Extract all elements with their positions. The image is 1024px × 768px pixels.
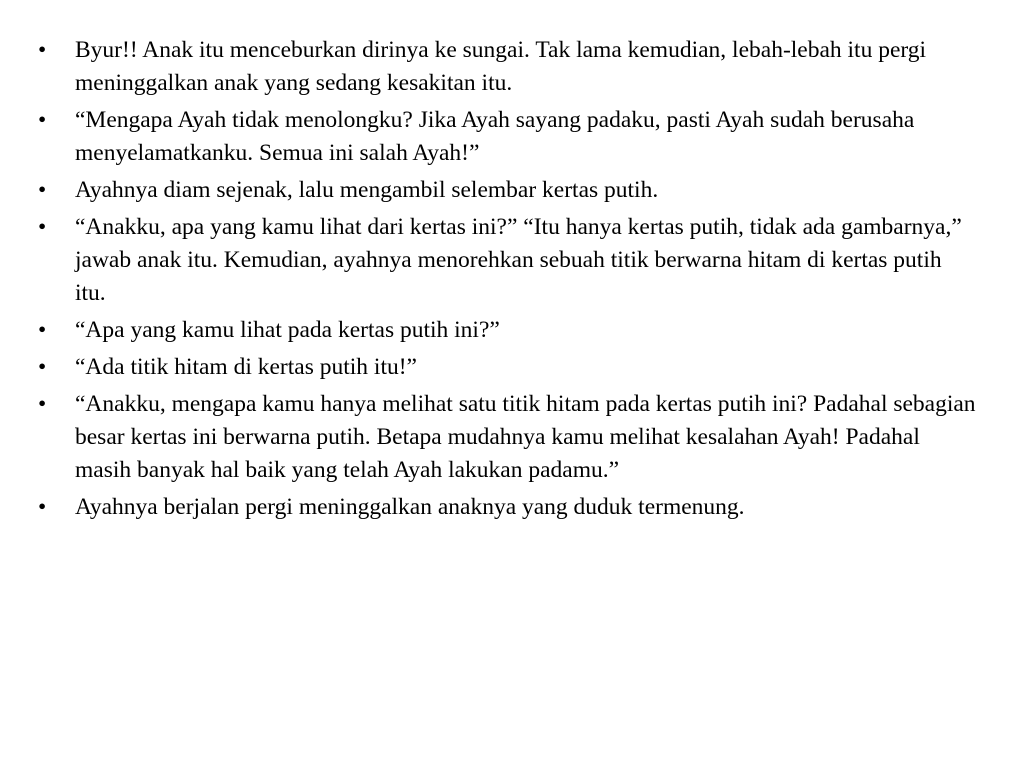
bullet-icon: • (38, 354, 47, 380)
bullet-icon: • (38, 494, 47, 520)
bullet-icon: • (38, 214, 47, 240)
bullet-icon: • (38, 317, 47, 343)
bullet-text: “Apa yang kamu lihat pada kertas putih ini?” (75, 317, 500, 343)
bullet-item (38, 491, 978, 524)
bullet-icon: • (38, 37, 47, 63)
bullet-text: Ayahnya diam sejenak, lalu mengambil selembar kertas putih. (75, 177, 659, 203)
bullet-item (38, 174, 978, 207)
bullet-item (38, 314, 978, 347)
bullet-text: Byur!! Anak itu menceburkan dirinya ke sungai. Tak lama kemudian, lebah-lebah itu pergi meninggalkan anak yang sedang kesakitan itu. (75, 37, 927, 96)
bullet-item (38, 34, 978, 100)
bullet-item (38, 211, 978, 310)
bullet-text: “Mengapa Ayah tidak menolongku? Jika Ayah sayang padaku, pasti Ayah sudah berusaha menyelamatkanku. Semua ini salah Ayah!” (75, 107, 915, 166)
bullet-icon: • (38, 177, 47, 203)
bullet-list (38, 34, 978, 528)
bullet-text: “Anakku, apa yang kamu lihat dari kertas ini?” “Itu hanya kertas putih, tidak ada gambarnya,” jawab anak itu. Kemudian, ayahnya menorehkan sebuah titik berwarna hitam di kertas putih itu. (75, 214, 962, 306)
bullet-icon: • (38, 107, 47, 133)
bullet-item (38, 388, 978, 487)
bullet-text: Ayahnya berjalan pergi meninggalkan anaknya yang duduk termenung. (75, 494, 745, 520)
bullet-item (38, 104, 978, 170)
bullet-item (38, 351, 978, 384)
bullet-text: “Ada titik hitam di kertas putih itu!” (75, 354, 417, 380)
bullet-icon: • (38, 391, 47, 417)
bullet-text: “Anakku, mengapa kamu hanya melihat satu titik hitam pada kertas putih ini? Padahal sebagian besar kertas ini berwarna putih. Betapa mudahnya kamu melihat kesalahan Ayah! Padahal masih banyak hal baik yang telah Ayah lakukan padamu.” (75, 391, 976, 483)
